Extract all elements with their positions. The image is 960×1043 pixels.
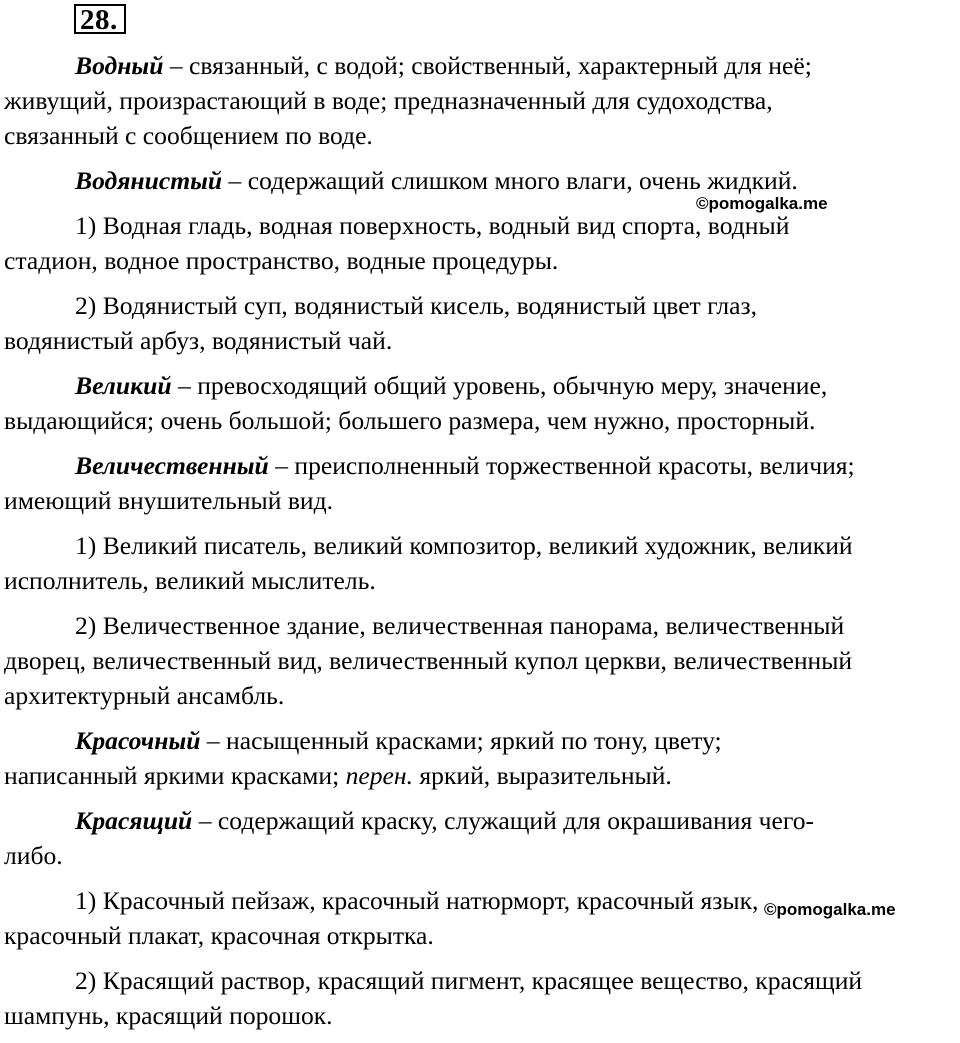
definition-vodyanisty — [4, 163, 959, 198]
definition-text: живущий, произрастающий в воде; предназначенный для судоходства, — [4, 86, 773, 115]
example-text: 2) Красящий раствор, красящий пигмент, красящее вещество, красящий — [75, 966, 863, 995]
term: Красочный — [75, 726, 201, 755]
definition-krasyashchy — [4, 803, 959, 873]
definition-velichestvenny — [4, 448, 959, 518]
examples-vodny — [4, 208, 959, 278]
example-text: 1) Великий писатель, великий композитор, великий художник, великий — [75, 531, 853, 560]
definition-text: – содержащий краску, служащий для окрашивания чего- — [198, 806, 815, 835]
exercise-number: 28. — [74, 4, 126, 34]
definition-text: – преисполненный торжественной красоты, величия; — [275, 451, 855, 480]
definition-text: либо. — [4, 841, 63, 870]
definition-text-line — [4, 758, 959, 793]
example-text: исполнитель, великий мыслитель. — [4, 566, 376, 595]
definition-text: – связанный, с водой; свойственный, характерный для неё; — [169, 51, 812, 80]
examples-velichestvenny — [4, 608, 959, 713]
definition-text: имеющий внушительный вид. — [4, 486, 334, 515]
term: Водный — [75, 51, 164, 80]
example-text: дворец, величественный вид, величественный купол церкви, величественный — [4, 646, 853, 675]
term: Красящий — [75, 806, 193, 835]
example-text: шампунь, красящий порошок. — [4, 1001, 333, 1030]
definition-vodny — [4, 48, 959, 153]
definition-veliky — [4, 368, 959, 438]
definition-text: – превосходящий общий уровень, обычную меру, значение, — [178, 371, 828, 400]
examples-krasyashchy — [4, 963, 959, 1033]
example-text: водянистый арбуз, водянистый чай. — [4, 326, 393, 355]
examples-veliky — [4, 528, 959, 598]
definition-krasochny — [4, 723, 959, 793]
definition-text: написанный яркими красками; — [4, 761, 346, 790]
example-text: 1) Красочный пейзаж, красочный натюрморт, красочный язык, — [75, 886, 759, 915]
example-text: 2) Водянистый суп, водянистый кисель, водянистый цвет глаз, — [75, 291, 757, 320]
definition-text: связанный с сообщением по воде. — [4, 121, 373, 150]
definition-text: – насыщенный красками; яркий по тону, цвету; — [206, 726, 722, 755]
example-text: 2) Величественное здание, величественная панорама, величественный — [75, 611, 845, 640]
watermark: ©pomogalka.me — [696, 194, 828, 213]
definition-text: выдающийся; очень большой; большего размера, чем нужно, просторный. — [4, 406, 816, 435]
example-text: красочный плакат, красочная открытка. — [4, 921, 434, 950]
term: Великий — [75, 371, 172, 400]
definition-text: – содержащий слишком много влаги, очень жидкий. — [228, 166, 798, 195]
definition-text: яркий, выразительный. — [413, 761, 672, 790]
example-text: стадион, водное пространство, водные процедуры. — [4, 246, 559, 275]
watermark: ©pomogalka.me — [764, 900, 896, 919]
term: Водянистый — [75, 166, 223, 195]
figurative-marker: перен. — [345, 761, 414, 790]
example-text: 1) Водная гладь, водная поверхность, водный вид спорта, водный — [75, 211, 790, 240]
example-text: архитектурный ансамбль. — [4, 681, 285, 710]
examples-vodyanisty — [4, 288, 959, 358]
term: Величественный — [75, 451, 269, 480]
